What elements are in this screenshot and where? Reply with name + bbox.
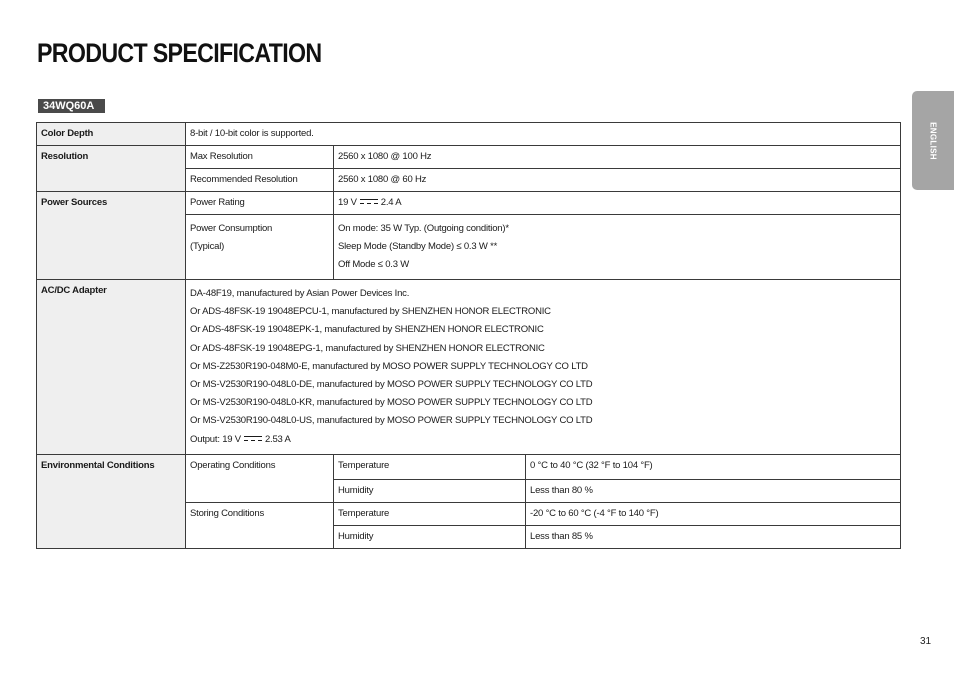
table-row-operating-temperature: [37, 454, 901, 479]
power-consumption-label-line: Power Consumption: [190, 223, 273, 234]
power-consumption-value: [334, 215, 901, 280]
spec-table: [36, 122, 901, 549]
dc-symbol-icon: [244, 436, 262, 442]
environmental-conditions-label: Environmental Conditions: [37, 454, 186, 548]
operating-conditions-label: Operating Conditions: [186, 454, 334, 502]
adapter-value: [186, 280, 901, 455]
adapter-line: Or MS-V2530R190-048L0-US, manufactured by MOSO POWER SUPPLY TECHNOLOGY CO LTD: [190, 415, 593, 427]
table-row-color-depth: [37, 123, 901, 146]
storing-temperature-value: -20 °C to 60 °C (-4 °F to 140 °F): [526, 502, 901, 525]
max-resolution-label: Max Resolution: [186, 146, 334, 169]
adapter-line: DA-48F19, manufactured by Asian Power Devices Inc.: [190, 288, 410, 299]
adapter-output-line: [190, 431, 896, 449]
power-consumption-line: Off Mode ≤ 0.3 W: [338, 259, 410, 270]
max-resolution-value: 2560 x 1080 @ 100 Hz: [334, 146, 901, 169]
color-depth-value: 8-bit / 10-bit color is supported.: [186, 123, 901, 146]
adapter-line: Or ADS-48FSK-19 19048EPK-1, manufactured by SHENZHEN HONOR ELECTRONIC: [190, 324, 544, 336]
power-sources-label: Power Sources: [37, 192, 186, 280]
power-consumption-label-line: (Typical): [190, 241, 225, 252]
operating-temperature-value: 0 °C to 40 °C (32 °F to 104 °F): [526, 454, 901, 479]
power-consumption-label: [186, 215, 334, 280]
power-rating-voltage: 19 V: [338, 197, 357, 208]
power-rating-label: Power Rating: [186, 192, 334, 215]
operating-humidity-value: Less than 80 %: [526, 479, 901, 502]
adapter-output-voltage: Output: 19 V: [190, 433, 241, 445]
table-row-adapter: [37, 280, 901, 455]
color-depth-label: Color Depth: [37, 123, 186, 146]
table-row-max-resolution: [37, 146, 901, 169]
dc-symbol-icon: [360, 199, 378, 205]
operating-humidity-label: Humidity: [334, 479, 526, 502]
model-badge: 34WQ60A: [38, 99, 105, 113]
adapter-label: AC/DC Adapter: [37, 280, 186, 455]
storing-conditions-label: Storing Conditions: [186, 502, 334, 548]
storing-humidity-label: Humidity: [334, 525, 526, 548]
resolution-label: Resolution: [37, 146, 186, 192]
storing-humidity-value: Less than 85 %: [526, 525, 901, 548]
page-title: PRODUCT SPECIFICATION: [37, 38, 322, 68]
page-number: 31: [920, 636, 932, 647]
adapter-line: Or MS-V2530R190-048L0-KR, manufactured by MOSO POWER SUPPLY TECHNOLOGY CO LTD: [190, 397, 593, 409]
adapter-line: Or ADS-48FSK-19 19048EPG-1, manufactured by SHENZHEN HONOR ELECTRONIC: [190, 342, 545, 354]
operating-temperature-label: Temperature: [334, 454, 526, 479]
storing-temperature-label: Temperature: [334, 502, 526, 525]
language-tab[interactable]: [912, 91, 954, 190]
recommended-resolution-value: 2560 x 1080 @ 60 Hz: [334, 169, 901, 192]
adapter-output-current: 2.53 A: [264, 433, 291, 445]
recommended-resolution-label: Recommended Resolution: [186, 169, 334, 192]
power-consumption-line: On mode: 35 W Typ. (Outgoing condition)*: [338, 223, 509, 234]
table-row-power-rating: [37, 192, 901, 215]
language-tab-label: ENGLISH: [928, 121, 938, 160]
adapter-line: Or MS-V2530R190-048L0-DE, manufactured by MOSO POWER SUPPLY TECHNOLOGY CO LTD: [190, 379, 593, 391]
power-rating-current: 2.4 A: [380, 197, 402, 208]
adapter-line: Or MS-Z2530R190-048M0-E, manufactured by MOSO POWER SUPPLY TECHNOLOGY CO LTD: [190, 360, 588, 372]
adapter-line: Or ADS-48FSK-19 19048EPCU-1, manufactured by SHENZHEN HONOR ELECTRONIC: [190, 306, 551, 318]
power-rating-value: [334, 192, 901, 215]
power-consumption-line: Sleep Mode (Standby Mode) ≤ 0.3 W **: [338, 241, 498, 252]
